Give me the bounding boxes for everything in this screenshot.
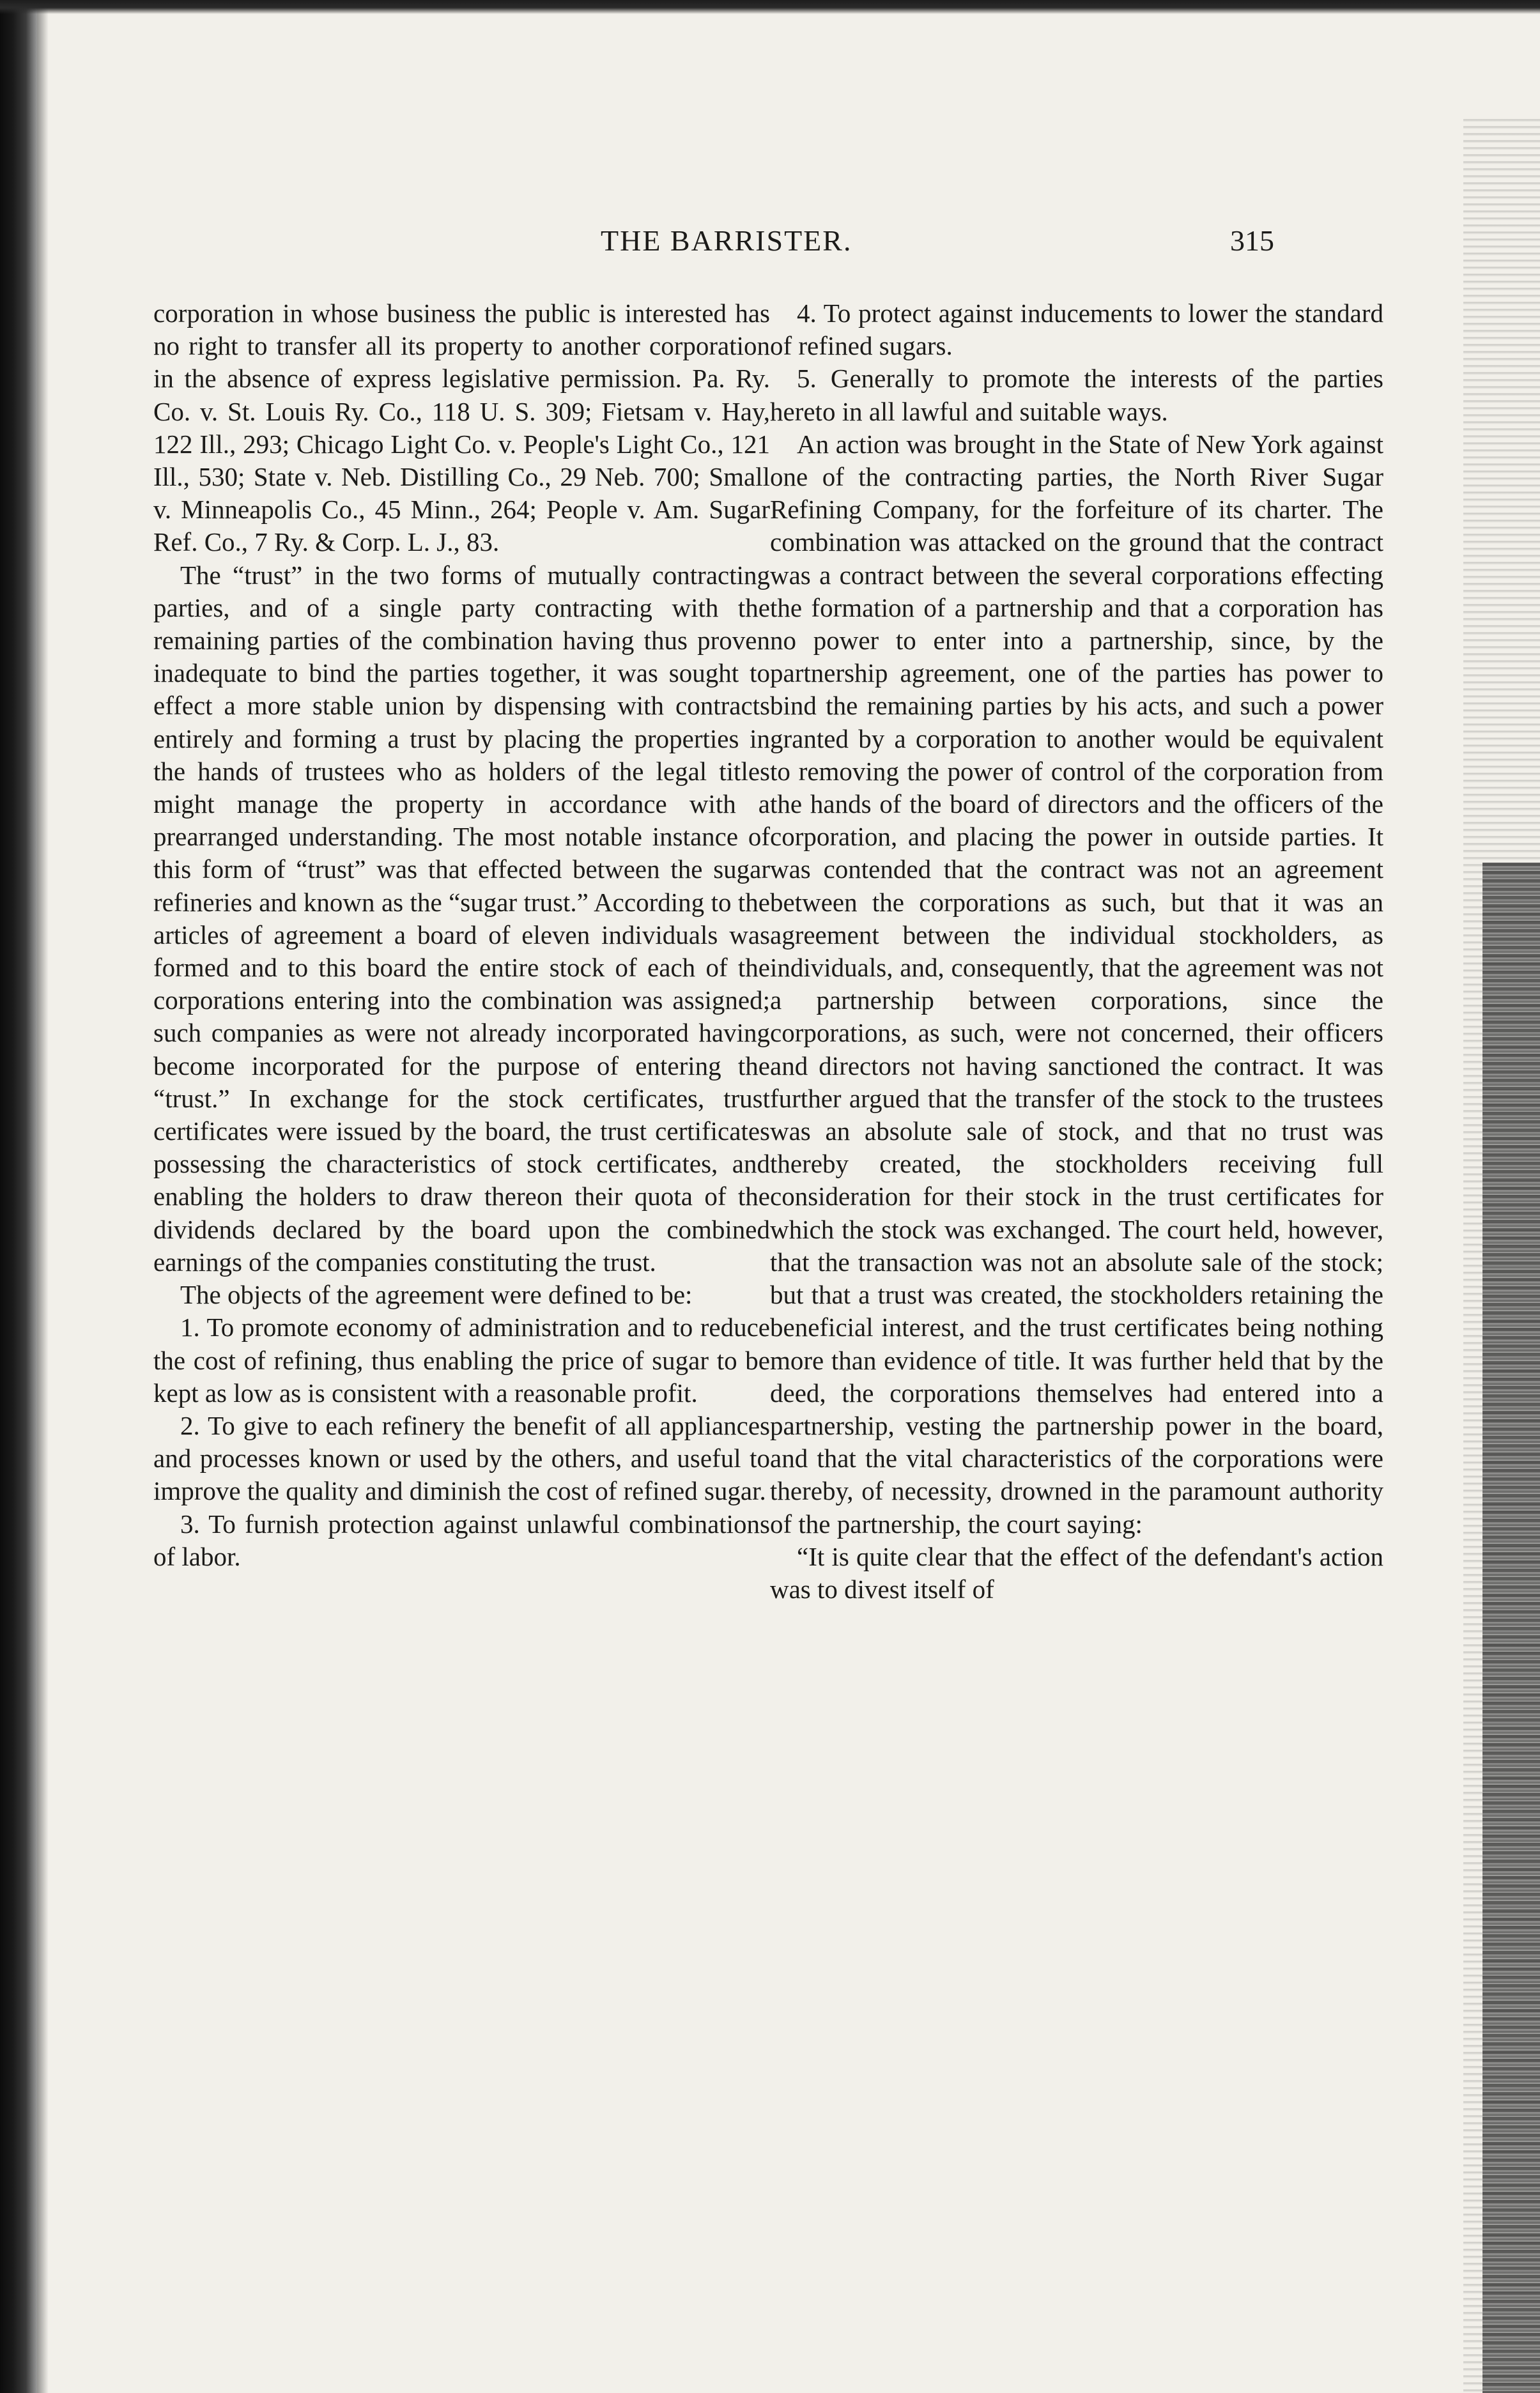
paragraph: The “trust” in the two forms of mutually contracting parties, and of a single party contracting with the remaining parties of the combination having thus proven inadequate to bind the parties together, it was sought to effect a more stable union by dispensing with contracts entirely and forming a trust by placing the properties in the hands of trustees who as holders of the legal titles might manage the property in accordance with a prearranged understanding. The most notable instance of this form of “trust” was that effected between the sugar refineries and known as the “sugar trust.” According to the articles of agreement a board of eleven individuals was formed and to this board the entire stock of each of the corporations entering into the combination was assigned; such companies as were not already incorporated having become incorporated for the purpose of entering the “trust.” In exchange for the stock certificates, trust certificates were issued by the board, the trust certificates possessing the characteristics of stock certificates, and enabling the holders to draw thereon their quota of the dividends declared by the board upon the combined earnings of the companies constituting the trust. (153, 560, 770, 1277)
list-item: 5. Generally to promote the interests of the parties hereto in all lawful and suitable ways. (770, 364, 1383, 426)
list-item: 4. To protect against inducements to lower the standard of refined sugars. (770, 298, 1383, 361)
paragraph: “It is quite clear that the effect of the defendant's action was to divest itself of (770, 1541, 1383, 1604)
right-edge-damage (1482, 863, 1540, 2393)
binding-edge (0, 0, 37, 2393)
right-column (770, 297, 1383, 1606)
running-header (601, 224, 1176, 268)
list-item: 2. To give to each refinery the benefit of all appliances and processes known or used by the others, and useful to improve the quality and diminish the cost of refined sugar. (153, 1410, 770, 1506)
list-item: 1. To promote economy of administration and to reduce the cost of refining, thus enabling the price of sugar to be kept as low as is consistent with a reasonable profit. (153, 1312, 770, 1408)
page-number: 315 (1230, 224, 1274, 257)
paragraph: corporation in whose business the public is interested has no right to transfer all its property to another corporation in the absence of express legislative permission. Pa. Ry. Co. v. St. Louis Ry. Co., 118 U. S. 309; Fietsam v. Hay, 122 Ill., 293; Chicago Light Co. v. People's Light Co., 121 Ill., 530; State v. Neb. Distilling Co., 29 Neb. 700; Small v. Minneapolis Co., 45 Minn., 264; People v. Am. Sugar Ref. Co., 7 Ry. & Corp. L. J., 83. (153, 298, 770, 557)
running-title: THE BARRISTER. (601, 224, 852, 257)
list-item: 3. To furnish protection against unlawful combinations of labor. (153, 1509, 770, 1571)
paragraph: The objects of the agreement were defined to be: (180, 1280, 693, 1310)
left-column (153, 297, 770, 1573)
paragraph: An action was brought in the State of New York against one of the contracting parties, the North River Sugar Refining Company, for the forfeiture of its charter. The combination was attacked on the ground that the contract was a contract between the several corporations effecting the formation of a partnership and that a corporation has no power to enter into a partnership, since, by the partnership agreement, one of the parties has power to bind the remaining parties by his acts, and such a power granted by a corporation to another would be equivalent to removing the power of control of the corporation from the hands of the board of directors and the officers of the corporation, and placing the power in outside parties. It was contended that the contract was not an agreement between the corporations as such, but that it was an agreement between the individual stockholders, as individuals, and, consequently, that the agreement was not a partnership between corporations, since the corporations, as such, were not concerned, their officers and directors not having sanctioned the contract. It was further argued that the transfer of the stock to the trustees was an absolute sale of stock, and that no trust was thereby created, the stockholders receiving full consideration for their stock in the trust certificates for which the stock was exchanged. The court held, however, that the transaction was not an absolute sale of the stock; but that a trust was created, the stockholders retaining the beneficial interest, and the trust certificates being nothing more than evidence of title. It was further held that by the deed, the corporations themselves had entered into a partnership, vesting the partnership power in the board, and that the vital characteristics of the corporations were thereby, of necessity, drowned in the paramount authority of the partnership, the court saying: (770, 429, 1383, 1539)
scan-top-edge (0, 0, 1540, 14)
binding-shadow (37, 0, 49, 2393)
